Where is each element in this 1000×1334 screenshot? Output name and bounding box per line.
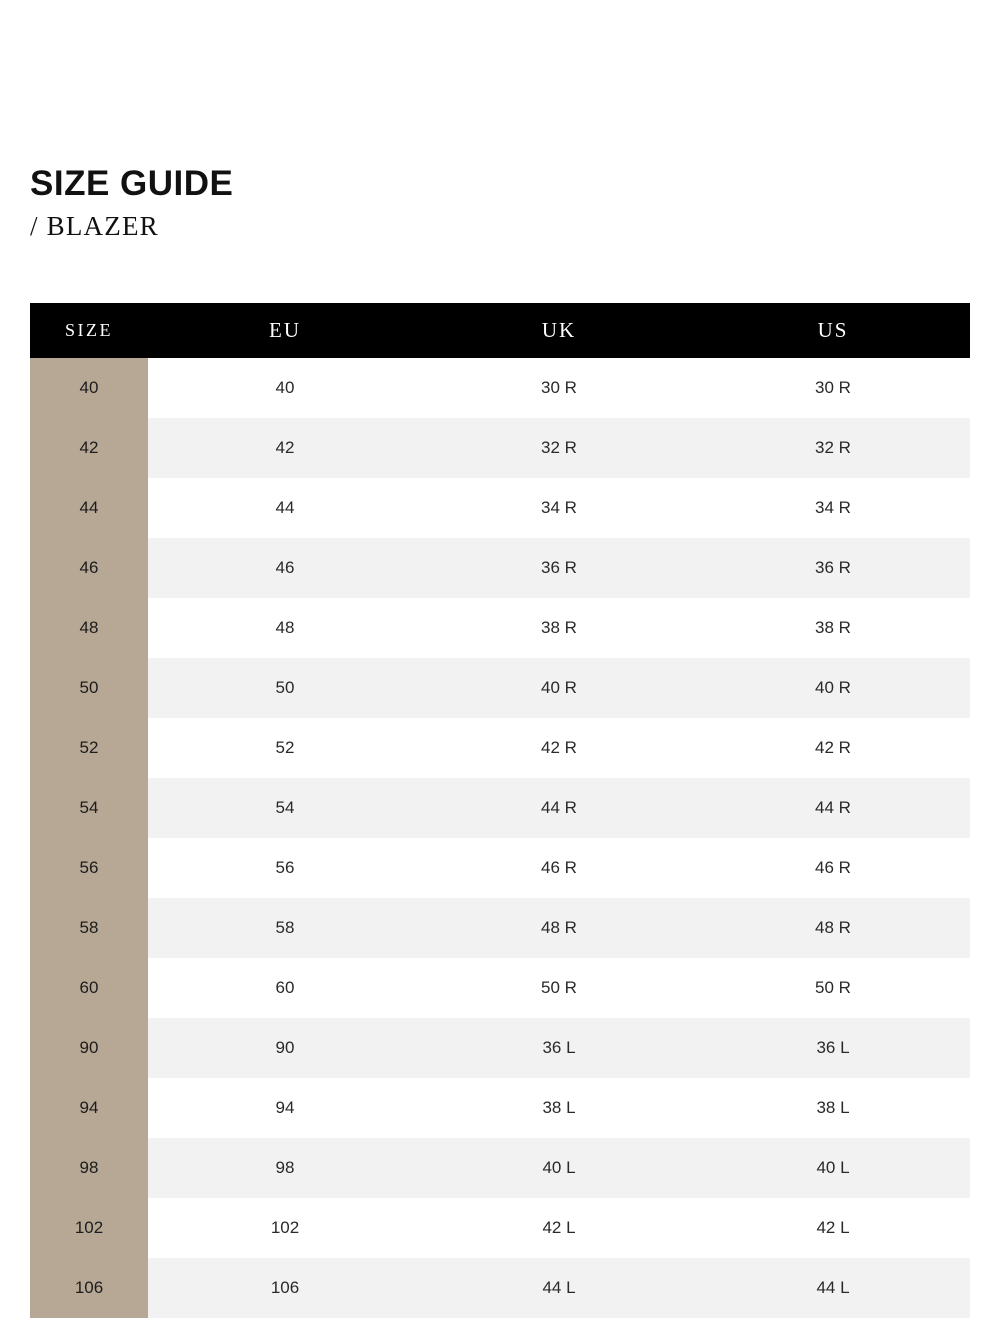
table-row <box>30 1138 970 1198</box>
cell-us: 42 R <box>696 718 970 778</box>
cell-us: 48 R <box>696 898 970 958</box>
cell-size: 102 <box>30 1198 148 1258</box>
cell-eu: 94 <box>148 1078 422 1138</box>
cell-eu: 106 <box>148 1258 422 1318</box>
cell-uk: 32 R <box>422 418 696 478</box>
cell-eu: 52 <box>148 718 422 778</box>
table-row <box>30 898 970 958</box>
cell-size: 44 <box>30 478 148 538</box>
table-header <box>30 303 970 358</box>
cell-us: 38 R <box>696 598 970 658</box>
cell-us: 42 L <box>696 1198 970 1258</box>
cell-eu: 54 <box>148 778 422 838</box>
cell-uk: 34 R <box>422 478 696 538</box>
table-row <box>30 1078 970 1138</box>
cell-uk: 36 R <box>422 538 696 598</box>
table-row <box>30 418 970 478</box>
cell-eu: 48 <box>148 598 422 658</box>
cell-us: 46 R <box>696 838 970 898</box>
cell-eu: 58 <box>148 898 422 958</box>
cell-eu: 46 <box>148 538 422 598</box>
cell-size: 58 <box>30 898 148 958</box>
cell-us: 44 R <box>696 778 970 838</box>
cell-us: 36 L <box>696 1018 970 1078</box>
table-row <box>30 478 970 538</box>
cell-uk: 36 L <box>422 1018 696 1078</box>
cell-eu: 44 <box>148 478 422 538</box>
cell-us: 40 L <box>696 1138 970 1198</box>
cell-uk: 48 R <box>422 898 696 958</box>
cell-uk: 40 L <box>422 1138 696 1198</box>
cell-uk: 50 R <box>422 958 696 1018</box>
table-header-row <box>30 303 970 358</box>
cell-eu: 40 <box>148 358 422 418</box>
cell-uk: 42 R <box>422 718 696 778</box>
cell-size: 56 <box>30 838 148 898</box>
cell-uk: 42 L <box>422 1198 696 1258</box>
cell-size: 54 <box>30 778 148 838</box>
cell-size: 42 <box>30 418 148 478</box>
cell-us: 30 R <box>696 358 970 418</box>
cell-eu: 42 <box>148 418 422 478</box>
cell-eu: 90 <box>148 1018 422 1078</box>
cell-us: 50 R <box>696 958 970 1018</box>
table-row <box>30 718 970 778</box>
cell-eu: 56 <box>148 838 422 898</box>
page-title: SIZE GUIDE <box>30 164 234 203</box>
table-row <box>30 598 970 658</box>
column-header-size: SIZE <box>30 303 148 358</box>
table-row <box>30 658 970 718</box>
cell-uk: 44 R <box>422 778 696 838</box>
cell-us: 40 R <box>696 658 970 718</box>
column-header-eu: EU <box>148 303 422 358</box>
cell-size: 60 <box>30 958 148 1018</box>
cell-size: 90 <box>30 1018 148 1078</box>
table-row <box>30 358 970 418</box>
cell-size: 46 <box>30 538 148 598</box>
heading-block <box>30 166 233 242</box>
table-row <box>30 958 970 1018</box>
cell-uk: 38 R <box>422 598 696 658</box>
cell-uk: 40 R <box>422 658 696 718</box>
cell-size: 52 <box>30 718 148 778</box>
cell-us: 44 L <box>696 1258 970 1318</box>
cell-eu: 102 <box>148 1198 422 1258</box>
cell-us: 32 R <box>696 418 970 478</box>
table-row <box>30 1018 970 1078</box>
cell-uk: 38 L <box>422 1078 696 1138</box>
cell-size: 94 <box>30 1078 148 1138</box>
cell-eu: 60 <box>148 958 422 1018</box>
cell-size: 40 <box>30 358 148 418</box>
cell-uk: 44 L <box>422 1258 696 1318</box>
cell-us: 38 L <box>696 1078 970 1138</box>
table-row <box>30 1198 970 1258</box>
table-body <box>30 358 970 1318</box>
table-row <box>30 538 970 598</box>
column-header-us: US <box>696 303 970 358</box>
cell-us: 34 R <box>696 478 970 538</box>
table-row <box>30 1258 970 1318</box>
cell-eu: 50 <box>148 658 422 718</box>
cell-size: 106 <box>30 1258 148 1318</box>
cell-uk: 30 R <box>422 358 696 418</box>
cell-eu: 98 <box>148 1138 422 1198</box>
cell-us: 36 R <box>696 538 970 598</box>
cell-uk: 46 R <box>422 838 696 898</box>
cell-size: 48 <box>30 598 148 658</box>
cell-size: 98 <box>30 1138 148 1198</box>
page-subtitle: / BLAZER <box>30 211 159 241</box>
size-table-container <box>30 303 970 1318</box>
column-header-uk: UK <box>422 303 696 358</box>
cell-size: 50 <box>30 658 148 718</box>
size-table <box>30 303 970 1318</box>
table-row <box>30 778 970 838</box>
table-row <box>30 838 970 898</box>
